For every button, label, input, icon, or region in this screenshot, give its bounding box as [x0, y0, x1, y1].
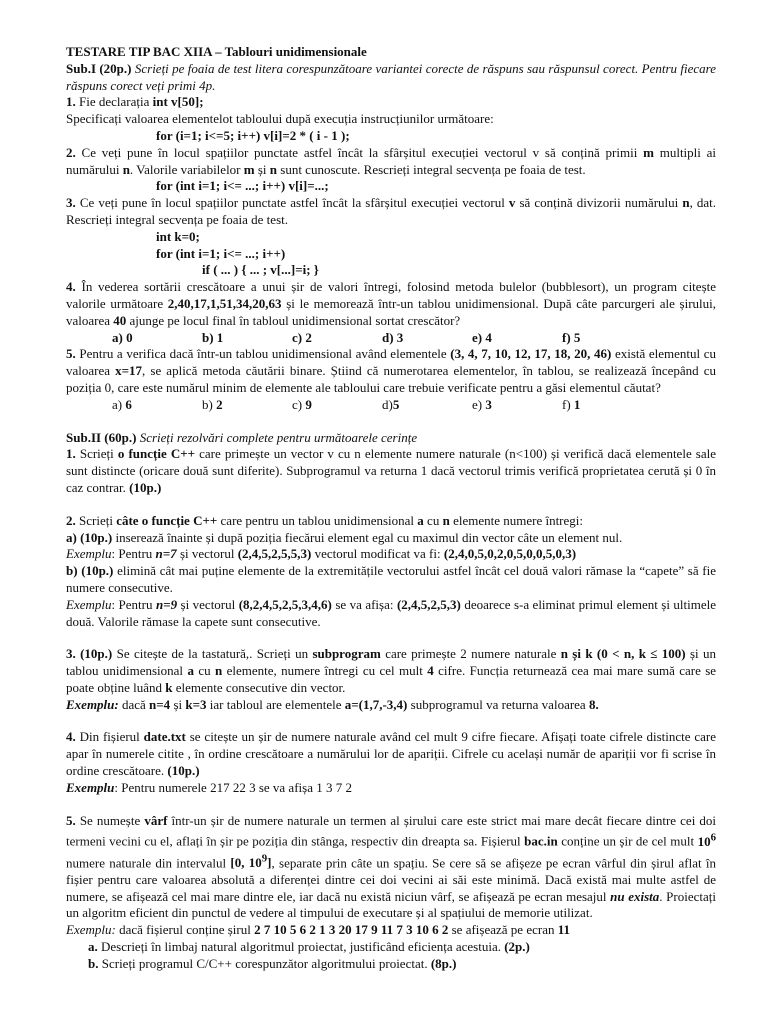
q3-code1-text: int k=0; — [156, 228, 200, 244]
q3-text — [66, 195, 716, 229]
q5-answer-f-label: f) — [562, 396, 571, 412]
q5-answer-f-value: 1 — [573, 396, 581, 412]
q4-answer-a — [112, 330, 202, 347]
sub1-instructions: Scrieți pe foaia de test litera corespunzătoare variantei corecte de răspuns sau răspunsul corect. Pentru fiecare răspuns corect veți primi 4p. — [66, 60, 717, 93]
p5-b-label: b. — [88, 955, 99, 971]
q2-code-text: for (int i=1; i<= ...; i++) v[i]=...; — [156, 178, 329, 194]
q2-t5: sunt cunoscute. Rescrieți integral secvența pe foaia de test. — [280, 161, 586, 177]
p5-t2: într-un șir de numere naturale un termen al șirului care este strict mai mare decât fiecare dintre cei doi termeni vecini cu el, aflați în șir pe poziția din stânga, respectiv din dreapta sa. Fișierul — [66, 812, 716, 849]
p5-t5: , separate prin câte un spațiu. Se cere să se afișeze pe ecran vârful din șirul aflat în fișier pentru care valoarea absolută a diferenței dintre cei doi vecini ai săi este minimă. Dacă există mai multe astfel de numere, se afișează cel mai mare dintre ele, iar dacă nu există niciun vârf, se afișează pe ecran mesajul — [66, 854, 716, 904]
sub2-head: Sub.II (60p.) — [66, 429, 137, 445]
p2-bold: câte o funcție C++ — [116, 512, 218, 528]
p2-ex2b: și vectorul — [180, 596, 236, 612]
q4-values: 2,40,17,1,51,34,20,63 — [167, 295, 282, 311]
q5-answer-a — [112, 397, 202, 414]
p2-ex1n: n=7 — [155, 546, 177, 562]
p2-t1: Scrieți — [79, 512, 113, 528]
q1-code — [66, 128, 716, 145]
p2-ex1v: (2,4,5,2,5,5,3) — [237, 546, 312, 562]
q5-answer-e-label: e) — [472, 396, 483, 412]
p3-t4: cu — [198, 663, 211, 679]
p2-ex2-label: Exemplu — [66, 596, 112, 612]
p3-cond: (0 < n, k ≤ 100) — [596, 646, 686, 662]
p3-nk: n și k — [560, 646, 593, 662]
p5-a-label: a. — [88, 938, 98, 954]
p2-t4: elemente numere întregi: — [453, 512, 584, 528]
doc-title: TESTARE TIP BAC XIIA – Tablouri unidimensionale — [66, 44, 367, 59]
p5-number: 5. — [66, 812, 76, 828]
q5-answer-d-label: d) — [382, 396, 393, 412]
q4-answer-c — [292, 330, 382, 347]
p5-seq: 2 7 10 5 6 2 1 3 20 17 9 11 7 3 10 6 2 — [254, 922, 449, 938]
p2-example-1 — [66, 546, 716, 563]
p3-ex-label: Exemplu: — [66, 696, 119, 712]
p3-exa: a=(1,7,-3,4) — [344, 696, 408, 712]
q4-answer-f — [562, 330, 652, 347]
p5-example — [66, 922, 716, 939]
p1-points: (10p.) — [129, 479, 162, 495]
p3-ex4: subprogramul va returna valoarea — [410, 696, 586, 712]
p3-a: a — [187, 663, 194, 679]
q5-answer-e-value: 3 — [485, 396, 492, 412]
p2-ex2n: n=9 — [155, 596, 178, 612]
p3-t6: cifre. Funcția returnează cea mai mare sumă care se poate obține luând — [66, 663, 717, 695]
q2-t1: Ce veți pune în locul spațiilor punctate astfel încât la sfârșitul execuției vectorul v să conțină primii — [81, 144, 638, 160]
q4-answer-e-text: e) 4 — [472, 329, 492, 345]
p3-t7: elemente consecutive din vector. — [175, 679, 346, 695]
p4-example — [66, 780, 716, 797]
q5-answer-f — [562, 397, 652, 414]
spacer — [66, 713, 716, 729]
q2-t4: și — [257, 161, 267, 177]
q1-decl: int v[50]; — [152, 94, 204, 110]
q5-answer-b — [202, 397, 292, 414]
p3-four: 4 — [427, 663, 434, 679]
sub2-header — [66, 430, 716, 447]
p2-a-label: a) (10p.) — [66, 529, 113, 545]
p3-t1: Se citește de la tastatură,. Scrieți un — [116, 646, 309, 662]
q4-text — [66, 279, 716, 329]
p3-t3: și un tablou unidimensional — [66, 646, 717, 679]
p3-exk: k=3 — [185, 696, 207, 712]
q4-t2: și le memorează într-un tablou unidimensional. După câte parcurgeri ale șirului, valoarea — [66, 295, 717, 328]
p1-bold: o funcție C++ — [117, 446, 196, 462]
p3-exn: n=4 — [149, 696, 171, 712]
p5-part-a — [66, 939, 716, 956]
p3-text — [66, 646, 716, 696]
p4-points: (10p.) — [167, 763, 200, 779]
p3-sub: subprogram — [312, 646, 381, 662]
q3-code3-text: if ( ... ) { ... ; v[...]=i; } — [202, 262, 319, 278]
q3-v: v — [508, 195, 516, 211]
q1-number: 1. — [66, 94, 76, 110]
p3-example — [66, 697, 716, 714]
q5-x: x=17 — [115, 363, 143, 379]
q4-answer-e — [472, 330, 562, 347]
p5-varf: vârf — [144, 812, 168, 828]
p2-ex2a: : Pentru — [111, 596, 153, 612]
q3-t1: Ce veți pune în locul spațiilor punctate astfel încât la sfârșitul execuției vectorul — [79, 195, 505, 211]
q4-t3: ajunge pe locul final în tabloul unidimensional sortat crescător? — [129, 312, 461, 328]
q2-number: 2. — [66, 144, 76, 160]
p5-interval-a: [0, 10 — [230, 854, 262, 870]
p3-ex1: dacă — [121, 696, 146, 712]
q3-number: 3. — [66, 195, 76, 211]
p5-interval-b: ] — [267, 854, 272, 870]
p5-exp9: 9 — [261, 852, 268, 865]
q5-answer-a-label: a) — [112, 396, 123, 412]
p1-number: 1. — [66, 446, 76, 462]
q5-answer-b-label: b) — [202, 396, 213, 412]
p5-ten — [697, 831, 717, 849]
p3-ex3: iar tabloul are elementele — [209, 696, 342, 712]
p5-a-text: Descrieți în limbaj natural algoritmul proiectat, justificând eficiența acestuia. — [101, 938, 501, 954]
q5-answer-c-value: 9 — [305, 396, 312, 412]
q1-code-text: for (i=1; i<=5; i++) v[i]=2 * ( i - 1 ); — [156, 127, 350, 143]
p2-b-text: elimină cât mai puține elemente de la extremitățile vectorului astfel încât cel două valori rămase la “capete” să fie numere consecutive. — [66, 563, 717, 595]
p2-example-2 — [66, 597, 716, 631]
q2-t3: . Valorile variabilelor — [129, 161, 241, 177]
q5-answer-a-value: 6 — [125, 396, 132, 412]
p2-text — [66, 513, 716, 530]
p5-t3: conține un șir de cel mult — [561, 833, 695, 849]
p2-a: a — [417, 512, 424, 528]
q3-t3: , dat. Rescrieți integral secvența pe foaia de test. — [66, 195, 717, 227]
p2-part-a — [66, 530, 716, 547]
p1-t2: care primește un vector v cu n elemente numere naturale (n<100) și verifică dacă elementele sale sunt distincte (oricare două sunt diferite). Subprogramul va returna 1 dacă vectorul trimis verifică proprietatea cerută și 0 în caz contrar. — [66, 446, 717, 495]
q5-t1: Pentru a verifica dacă într-un tablou unidimensional având elementele — [79, 346, 447, 362]
p4-number: 4. — [66, 729, 76, 745]
q2-code — [66, 178, 716, 195]
q1-lead: Fie declarația — [79, 94, 150, 110]
p5-file: bac.in — [524, 833, 558, 849]
p2-number: 2. — [66, 512, 76, 528]
p4-text — [66, 729, 716, 779]
q3-n: n — [682, 195, 690, 211]
q4-answer-b — [202, 330, 292, 347]
q5-number: 5. — [66, 346, 76, 362]
p4-t2: se citește un șir de numere naturale având cel mult 9 cifre fiecare. Afișați toate cifrele distincte care apar în numerele citite , în ordine crescătoare a numărului lor de apariții. Cifrele cu același număr de apariții vor fi scrise în ordine crescătoare. — [66, 729, 717, 779]
q4-t1: În vederea sortării crescătoare a unui șir de valori întregi, folosind metoda bulelor (bubblesort), un program citește valorile următoare — [66, 279, 717, 311]
spacer — [66, 497, 716, 513]
p3-k: k — [165, 679, 173, 695]
q5-t2: există elementul cu valoarea — [66, 346, 717, 379]
q4-answer-b-text: b) 1 — [202, 329, 224, 345]
p2-a-text: inserează înainte și după poziția fiecărui element egal cu maximul din vector câte un element nul. — [115, 529, 623, 545]
q2-n2: n — [269, 161, 278, 177]
q4-answer-d-text: d) 3 — [382, 329, 404, 345]
q4-number: 4. — [66, 279, 76, 295]
p5-res: 11 — [557, 922, 571, 938]
p5-b-points: (8p.) — [430, 955, 457, 971]
q5-answer-d — [382, 397, 472, 414]
p5-t6: . Proiectați un algoritm eficient din punctul de vedere al timpului de executare și al spațiului de memorie utilizat. — [66, 888, 716, 921]
p3-n: n — [215, 663, 223, 679]
p2-n: n — [442, 512, 450, 528]
p2-ex1-label: Exemplu — [66, 546, 112, 562]
q4-answers — [66, 330, 716, 347]
p2-t2: care pentru un tablou unidimensional — [220, 512, 415, 528]
p3-t5: elemente, numere întregi cu cel mult — [226, 663, 423, 679]
p3-exr: 8. — [588, 696, 599, 712]
p3-ex2: și — [173, 696, 183, 712]
q5-text — [66, 346, 716, 396]
q3-code-1 — [66, 229, 716, 246]
q1-text: Specificați valoarea elementelot tabloului după execuția instrucțiunilor următoare: — [66, 111, 494, 127]
p2-b-label: b) (10p.) — [66, 563, 114, 579]
q3-code2-text: for (int i=1; i<= ...; i++) — [156, 245, 286, 261]
q3-code-2 — [66, 246, 716, 263]
p2-ex1c: vectorul modificat va fi: — [314, 546, 441, 562]
p2-ex2v: (8,2,4,5,2,5,3,4,6) — [238, 596, 332, 612]
p2-ex2c: se va afișa: — [335, 596, 394, 612]
p5-b-text: Scrieți programul C/C++ corespunzător algoritmului proiectat. — [101, 955, 428, 971]
q5-answer-d-value: 5 — [392, 396, 400, 412]
sub2-instructions: Scrieți rezolvări complete pentru următoarele cerințe — [139, 429, 418, 445]
p2-part-b — [66, 563, 716, 597]
q5-answer-c-label: c) — [292, 396, 303, 412]
p2-ex2d: deoarece s-a eliminat primul element și ultimele două. Valorile rămase la capete sunt consecutive. — [66, 596, 717, 629]
q2-m: m — [643, 144, 654, 160]
p2-ex1b: și vectorul — [179, 546, 235, 562]
p5-ex2: se afișează pe ecran — [451, 922, 555, 938]
p3-t2: care primește 2 numere naturale — [385, 646, 557, 662]
p5-ex-label: Exemplu: — [66, 922, 116, 938]
p4-file: date.txt — [143, 729, 186, 745]
p5-msg: nu exista — [610, 888, 660, 904]
sub1-head: Sub.I (20p.) — [66, 60, 132, 76]
q2-m2: m — [243, 161, 255, 177]
sub1-header — [66, 61, 716, 95]
q5-answer-b-value: 2 — [216, 396, 223, 412]
q2-n: n — [122, 161, 130, 177]
spacer — [66, 797, 716, 813]
q4-forty: 40 — [113, 312, 127, 328]
q1-line — [66, 94, 716, 111]
q4-answer-a-text: a) 0 — [112, 329, 133, 345]
q4-answer-d — [382, 330, 472, 347]
p2-ex2r: (2,4,5,2,5,3) — [396, 596, 461, 612]
p5-a-points: (2p.) — [504, 938, 530, 954]
q4-answer-f-text: f) 5 — [562, 329, 581, 345]
p4-ex: : Pentru numerele 217 22 3 se va afișa 1 3 7 2 — [114, 779, 352, 795]
p5-part-b — [66, 956, 716, 973]
p4-t1: Din fișierul — [79, 729, 140, 745]
p5-ten-base: 10 — [697, 833, 711, 849]
p2-ex1r: (2,4,0,5,0,2,0,5,0,0,5,0,3) — [443, 546, 577, 562]
q3-code-3 — [66, 262, 716, 279]
spacer — [66, 630, 716, 646]
spacer — [66, 414, 716, 430]
q5-answers — [66, 397, 716, 414]
p1-text — [66, 446, 716, 496]
p5-t1: Se numește — [79, 812, 141, 828]
p5-ex1: dacă fișierul conține șirul — [119, 922, 251, 938]
p5-text — [66, 813, 716, 922]
p5-t4: numere naturale din intervalul — [66, 854, 227, 870]
p5-interval — [230, 852, 272, 870]
q5-answer-c — [292, 397, 382, 414]
q5-t3: , se aplică metoda căutării binare. Știind că numerotarea elementelor, în tablou, se realizează începând cu poziția 0, care este numărul minim de elemente ale tabloului care trebuie verificate pentru a găsi elementul căutat? — [66, 363, 716, 395]
p2-ex1a: : Pentru — [111, 546, 153, 562]
p1-t1: Scrieți — [79, 446, 114, 462]
p4-ex-label: Exemplu — [66, 779, 115, 795]
p2-t3: cu — [427, 512, 440, 528]
p3-number: 3. (10p.) — [66, 646, 113, 662]
q2-text — [66, 145, 716, 179]
q5-answer-e — [472, 397, 562, 414]
q5-elements: (3, 4, 7, 10, 12, 17, 18, 20, 46) — [450, 346, 612, 362]
p5-exp6: 6 — [710, 831, 717, 844]
q3-t2: să conțină divizorii numărului — [519, 195, 679, 211]
q4-answer-c-text: c) 2 — [292, 329, 312, 345]
q2-t2: multipli ai numărului — [66, 144, 717, 177]
